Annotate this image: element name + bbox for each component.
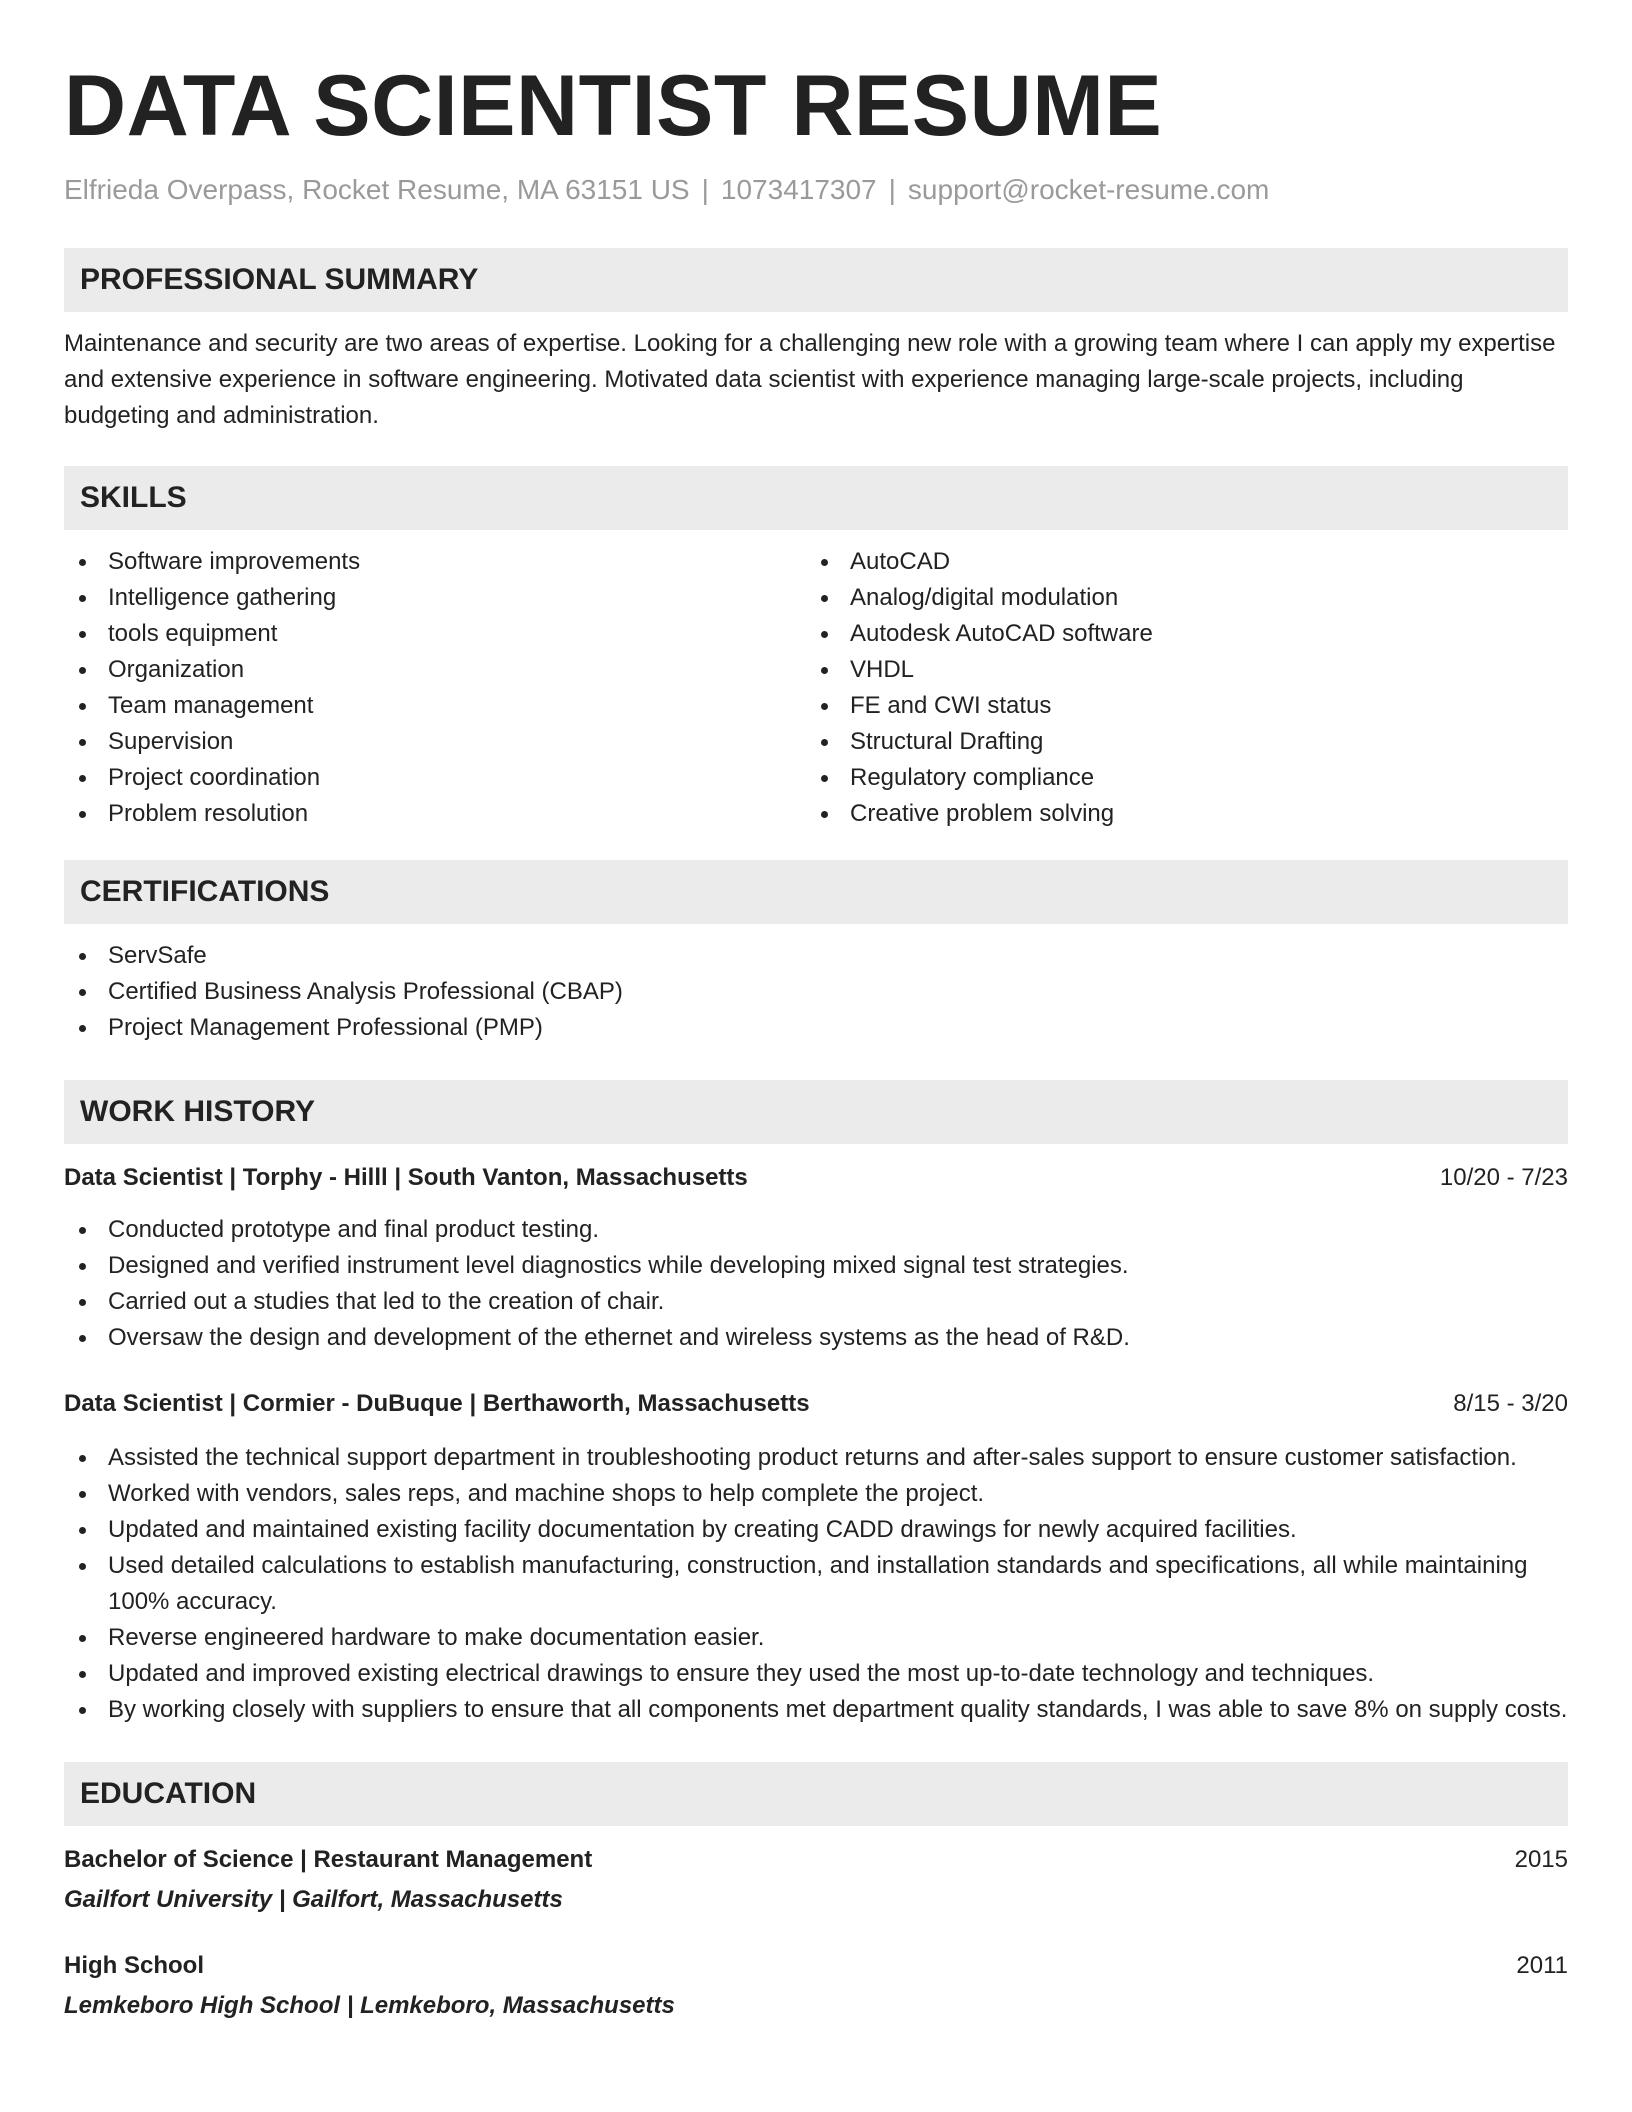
skill-item: Structural Drafting — [806, 724, 1548, 760]
job-bullet: Updated and maintained existing facility documentation by creating CADD drawings for newly acquired facilities. — [64, 1512, 1568, 1548]
education-school: Gailfort University | Gailfort, Massachusetts — [64, 1886, 563, 1913]
job-title: Data Scientist | Cormier - DuBuque | Berthaworth, Massachusetts — [64, 1390, 810, 1417]
education-degree: Bachelor of Science | Restaurant Management — [64, 1846, 593, 1873]
job-bullet: Reverse engineered hardware to make documentation easier. — [64, 1620, 1568, 1656]
job-bullets — [64, 1440, 1568, 1728]
education-school: Lemkeboro High School | Lemkeboro, Massachusetts — [64, 1992, 675, 2019]
skill-item: Analog/digital modulation — [806, 580, 1548, 616]
job-dates: 8/15 - 3/20 — [1453, 1390, 1568, 1417]
education-degree: High School — [64, 1952, 204, 1979]
job-title: Data Scientist | Torphy - Hilll | South Vanton, Massachusetts — [64, 1164, 748, 1191]
contact-address: Elfrieda Overpass, Rocket Resume, MA 63151 US — [64, 174, 690, 205]
contact-line — [64, 172, 1568, 208]
education-year: 2011 — [1516, 1952, 1568, 1979]
job-bullet: Oversaw the design and development of the ethernet and wireless systems as the head of R&D. — [64, 1320, 1568, 1356]
certification-item: Certified Business Analysis Professional (CBAP) — [64, 974, 1568, 1010]
education-header — [64, 1842, 1568, 1878]
job-header — [64, 1386, 1568, 1422]
skill-item: Regulatory compliance — [806, 760, 1548, 796]
education-header — [64, 1948, 1568, 1984]
job-bullet: Updated and improved existing electrical drawings to ensure they used the most up-to-date technology and techniques. — [64, 1656, 1568, 1692]
skill-item: Autodesk AutoCAD software — [806, 616, 1548, 652]
job-bullet: Used detailed calculations to establish manufacturing, construction, and installation standards and specifications, all while maintaining 100% accuracy. — [64, 1548, 1568, 1620]
skills-list — [64, 544, 1568, 832]
certifications-list — [64, 938, 1568, 1046]
skill-item: Project coordination — [64, 760, 806, 796]
job-bullets — [64, 1212, 1568, 1356]
skill-item: Team management — [64, 688, 806, 724]
skill-item: VHDL — [806, 652, 1548, 688]
job-bullet: By working closely with suppliers to ensure that all components met department quality standards, I was able to save 8% on supply costs. — [64, 1692, 1568, 1728]
contact-phone[interactable]: 1073417307 — [720, 174, 877, 205]
skill-item: Intelligence gathering — [64, 580, 806, 616]
section-header-certifications: CERTIFICATIONS — [64, 860, 1568, 924]
certification-item: Project Management Professional (PMP) — [64, 1010, 1568, 1046]
skill-item: Supervision — [64, 724, 806, 760]
skill-item: tools equipment — [64, 616, 806, 652]
job-header — [64, 1160, 1568, 1196]
job-bullet: Carried out a studies that led to the creation of chair. — [64, 1284, 1568, 1320]
job-bullet: Assisted the technical support department in troubleshooting product returns and after-sales support to ensure customer satisfaction. — [64, 1440, 1568, 1476]
contact-email[interactable]: support@rocket-resume.com — [907, 174, 1270, 205]
section-header-education: EDUCATION — [64, 1762, 1568, 1826]
skill-item: Creative problem solving — [806, 796, 1548, 832]
job-bullet: Designed and verified instrument level diagnostics while developing mixed signal test strategies. — [64, 1248, 1568, 1284]
skill-item: Organization — [64, 652, 806, 688]
education-year: 2015 — [1514, 1846, 1568, 1873]
contact-separator: | — [701, 174, 709, 205]
section-header-work-history: WORK HISTORY — [64, 1080, 1568, 1144]
contact-separator: | — [888, 174, 896, 205]
summary-text: Maintenance and security are two areas of expertise. Looking for a challenging new role with a growing team where I can apply my expertise and extensive experience in software engineering. Motivated data scientist with experience managing large-scale projects, including budgeting and administration. — [64, 330, 1556, 429]
skill-item: AutoCAD — [806, 544, 1548, 580]
skill-item: FE and CWI status — [806, 688, 1548, 724]
certification-item: ServSafe — [64, 938, 1568, 974]
skill-item: Problem resolution — [64, 796, 806, 832]
section-header-skills: SKILLS — [64, 466, 1568, 530]
skills-column-right — [806, 544, 1548, 832]
skill-item: Software improvements — [64, 544, 806, 580]
job-bullet: Worked with vendors, sales reps, and machine shops to help complete the project. — [64, 1476, 1568, 1512]
section-header-summary: PROFESSIONAL SUMMARY — [64, 248, 1568, 312]
resume-title: DATA SCIENTIST RESUME — [64, 58, 1163, 154]
job-bullet: Conducted prototype and final product testing. — [64, 1212, 1568, 1248]
job-dates: 10/20 - 7/23 — [1439, 1164, 1568, 1191]
resume-page — [64, 0, 1568, 2024]
skills-column-left — [64, 544, 806, 832]
